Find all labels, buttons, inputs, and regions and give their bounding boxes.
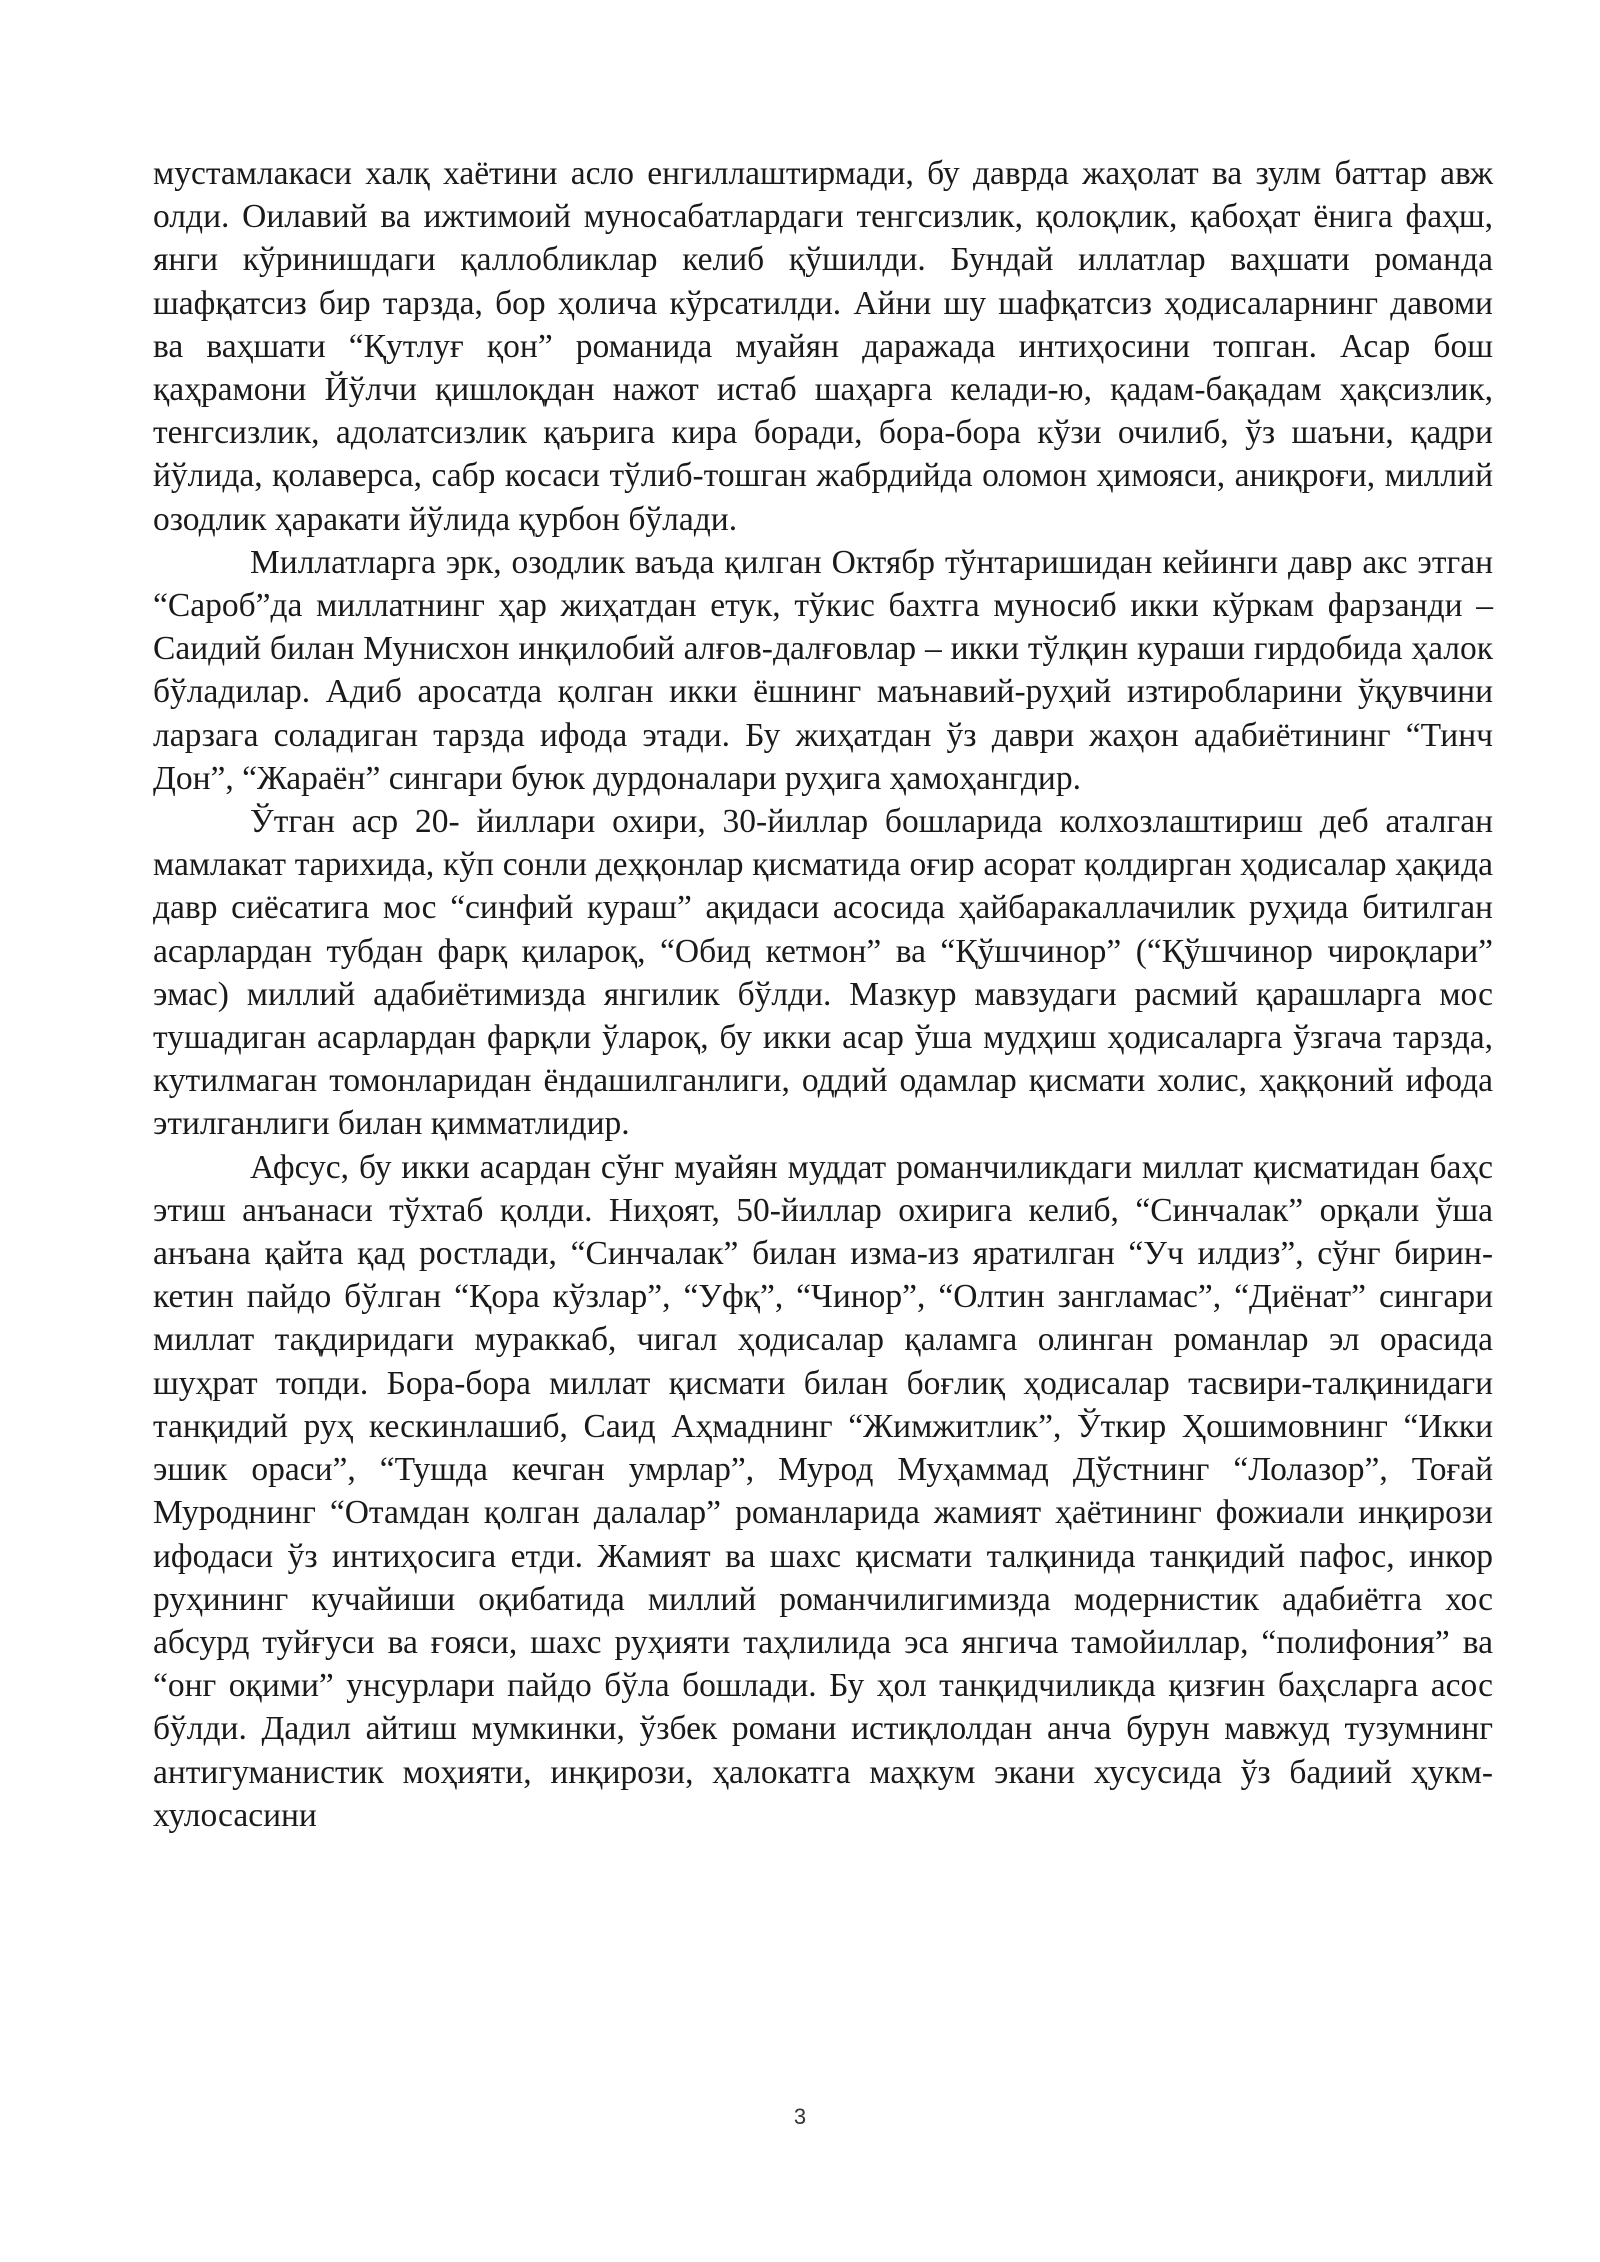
paragraph-4: Афсус, бу икки асардан сўнг муайян муддат романчиликдаги миллат қисматидан баҳс этиш анъанаси тўхтаб қолди. Ниҳоят, 50-йиллар охирига келиб, “Синчалак” орқали ўша анъана қайта қад ростлади, “Синчалак” билан изма-из яратилган “Уч илдиз”, сўнг бирин-кетин пайдо бўлган “Қора кўзлар”, “Уфқ”, “Чинор”, “Олтин зангламас”, “Диёнат” сингари миллат тақдиридаги мураккаб, чигал ҳодисалар қаламга олинган романлар эл орасида шуҳрат топди. Бора-бора миллат қисмати билан боғлиқ ҳодисалар тасвири-талқинидаги танқидий руҳ кескинлашиб, Саид Аҳмаднинг “Жимжитлик”, Ўткир Ҳошимовнинг “Икки эшик ораси”, “Тушда кечган умрлар”, Мурод Муҳаммад Дўстнинг “Лолазор”, Тоғай Муроднинг “Отамдан қолган далалар” романларида жамият ҳаётининг фожиали инқирози ифодаси ўз интиҳосига етди. Жамият ва шахс қисмати талқинида танқидий пафос, инкор руҳининг кучайиши оқибатида миллий романчилигимизда модернистик адабиётга хос абсурд туйғуси ва ғояси, шахс руҳияти таҳлилида эса янгича тамойиллар, “полифония” ва “онг оқими” унсурлари пайдо бўла бошлади. Бу ҳол танқидчиликда қизғин баҳсларга асос бўлди. Дадил айтиш мумкинки, ўзбек романи истиқлолдан анча бурун мавжуд тузумнинг антигуманистик моҳияти, инқирози, ҳалокатга маҳкум экани хусусида ўз бадиий ҳукм-хулосасини	[153, 1148, 1493, 1834]
paragraph-2: Миллатларга эрк, озодлик ваъда қилган Октябр тўнтаришидан кейинги давр акс этган “Сароб”да миллатнинг ҳар жиҳатдан етук, тўкис бахтга муносиб икки кўркам фарзанди – Саидий билан Мунисхон инқилобий алғов-далғовлар – икки тўлқин кураши гирдобида ҳалок бўладилар. Адиб аросатда қолган икки ёшнинг маънавий-руҳий изтиробларини ўқувчини ларзага соладиган тарзда ифода этади. Бу жиҳатдан ўз даври жаҳон адабиётининг “Тинч Дон”, “Жараён” сингари буюк дурдоналари руҳига ҳамоҳангдир.	[153, 543, 1493, 797]
document-body	[153, 152, 1493, 1837]
paragraph-1: мустамлакаси халқ хаётини асло енгиллаштирмади, бу даврда жаҳолат ва зулм баттар авж олди. Оилавий ва ижтимоий муносабатлардаги тенгсизлик, қолоқлик, қабоҳат ёнига фаҳш, янги кўринишдаги қаллобликлар келиб қўшилди. Бундай иллатлар ваҳшати романда шафқатсиз бир тарзда, бор ҳолича кўрсатилди. Айни шу шафқатсиз ҳодисаларнинг давоми ва ваҳшати “Қутлуғ қон” романида муайян даражада интиҳосини топган. Асар бош қаҳрамони Йўлчи қишлоқдан нажот истаб шаҳарга келади-ю, қадам-бақадам ҳақсизлик, тенгсизлик, адолатсизлик қаърига кира боради, бора-бора кўзи очилиб, ўз шаъни, қадри йўлида, қолаверса, сабр косаси тўлиб-тошган жабрдийда оломон ҳимояси, аниқроғи, миллий озодлик ҳаракати йўлида қурбон бўлади.	[153, 155, 1493, 538]
paragraph-3: Ўтган аср 20- йиллари охири, 30-йиллар бошларида колхозлаштириш деб аталган мамлакат тарихида, кўп сонли деҳқонлар қисматида оғир асорат қолдирган ҳодисалар ҳақида давр сиёсатига мос “синфий кураш” ақидаси асосида ҳайбаракаллачилик руҳида битилган асарлардан тубдан фарқ қиларoқ, “Обид кетмон” ва “Қўшчинор” (“Қўшчинор чироқлари” эмас) миллий адабиётимизда янгилик бўлди. Мазкур мавзудаги расмий қарашларга мос тушадиган асарлардан фарқли ўлароқ, бу икки асар ўша мудҳиш ҳодисаларга ўзгача тарзда, кутилмаган томонларидан ёндашилганлиги, оддий одамлар қисмати холис, ҳаққоний ифода этилганлиги билан қимматлидир.	[153, 803, 1493, 1143]
page-number: 3	[793, 2104, 807, 2129]
